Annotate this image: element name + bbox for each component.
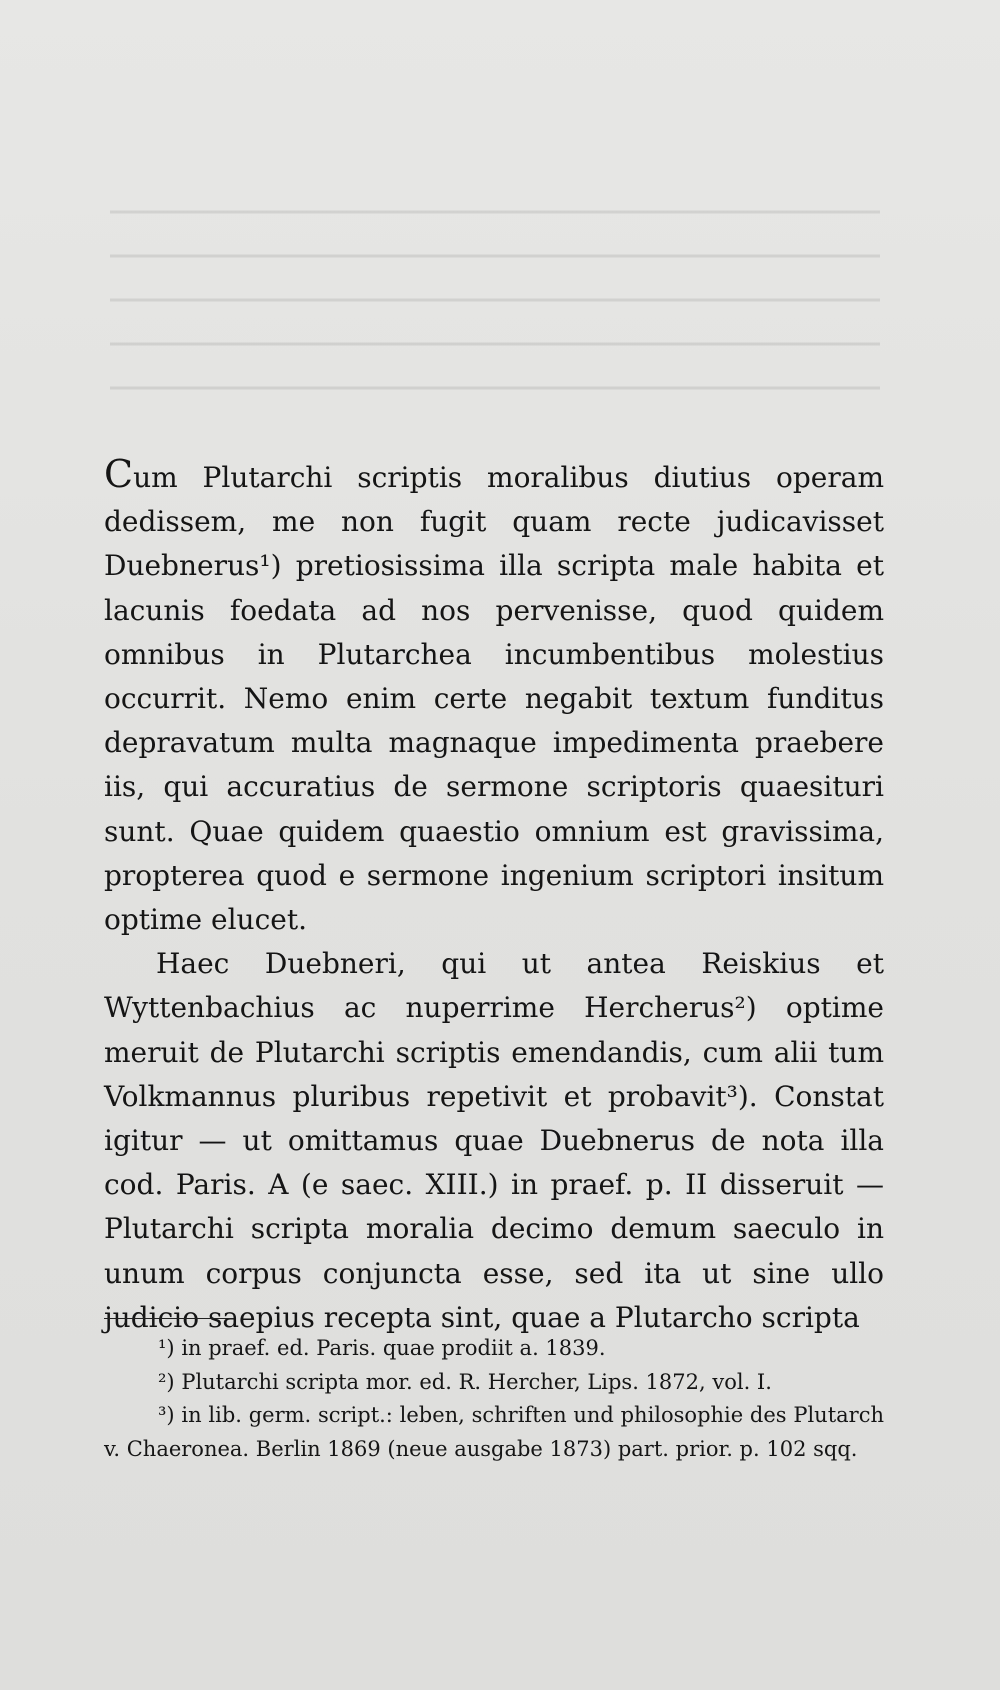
footnote-marker: ¹) (158, 1336, 175, 1360)
footnote-3 (104, 1399, 884, 1466)
footnote-text: Plutarchi scripta mor. ed. R. Hercher, Lips. 1872, vol. I. (181, 1369, 772, 1394)
footnote-1 (104, 1332, 884, 1366)
footnote-text: in praef. ed. Paris. quae prodiit a. 1839. (181, 1336, 606, 1360)
show-through-shadow (110, 180, 880, 410)
footnote-text: in lib. germ. script.: leben, schriften und philosophie des Plutarch v. Chaeronea. Berlin 1869 (neue ausgabe 1873) part. prior. p. 102 sqq. (104, 1403, 884, 1461)
footnote-marker: ²) (158, 1369, 175, 1394)
body-text (104, 452, 884, 1340)
paragraph-2: Haec Duebneri, qui ut antea Reiskius et Wyttenbachius ac nuperrime Hercherus²) optime meruit de Plutarchi scriptis emendandis, cum alii tum Volkmannus pluribus repetivit et probavit³). Constat igitur — ut omittamus quae Duebnerus de nota illa cod. Paris. A (e saec. XIII.) in praef. p. II disseruit — Plutarchi scripta moralia decimo demum saeculo in unum corpus conjuncta esse, sed ita ut sine ullo judicio saepius recepta sint, quae a Plutarcho scripta (104, 947, 884, 1334)
paragraph-1 (104, 452, 884, 942)
paragraph-1-text: um Plutarchi scriptis moralibus diutius operam dedissem, me non fugit quam recte judicavisset Duebnerus¹) pretiosissima illa scripta male habita et lacunis foedata ad nos pervenisse, quod quidem omnibus in Plutarchea incumbentibus molestius occurrit. Nemo enim certe negabit textum funditus depravatum multa magnaque impedimenta praebere iis, qui accuratius de sermone scriptoris quaesituri sunt. Quae quidem quaestio omnium est gravissima, propterea quod e sermone ingenium scriptori insitum optime elucet. (104, 461, 884, 937)
initial-letter: C (104, 452, 134, 496)
footnote-rule (104, 1318, 234, 1319)
footnote-2 (104, 1366, 884, 1400)
footnotes (104, 1332, 884, 1466)
footnote-marker: ³) (158, 1403, 175, 1427)
